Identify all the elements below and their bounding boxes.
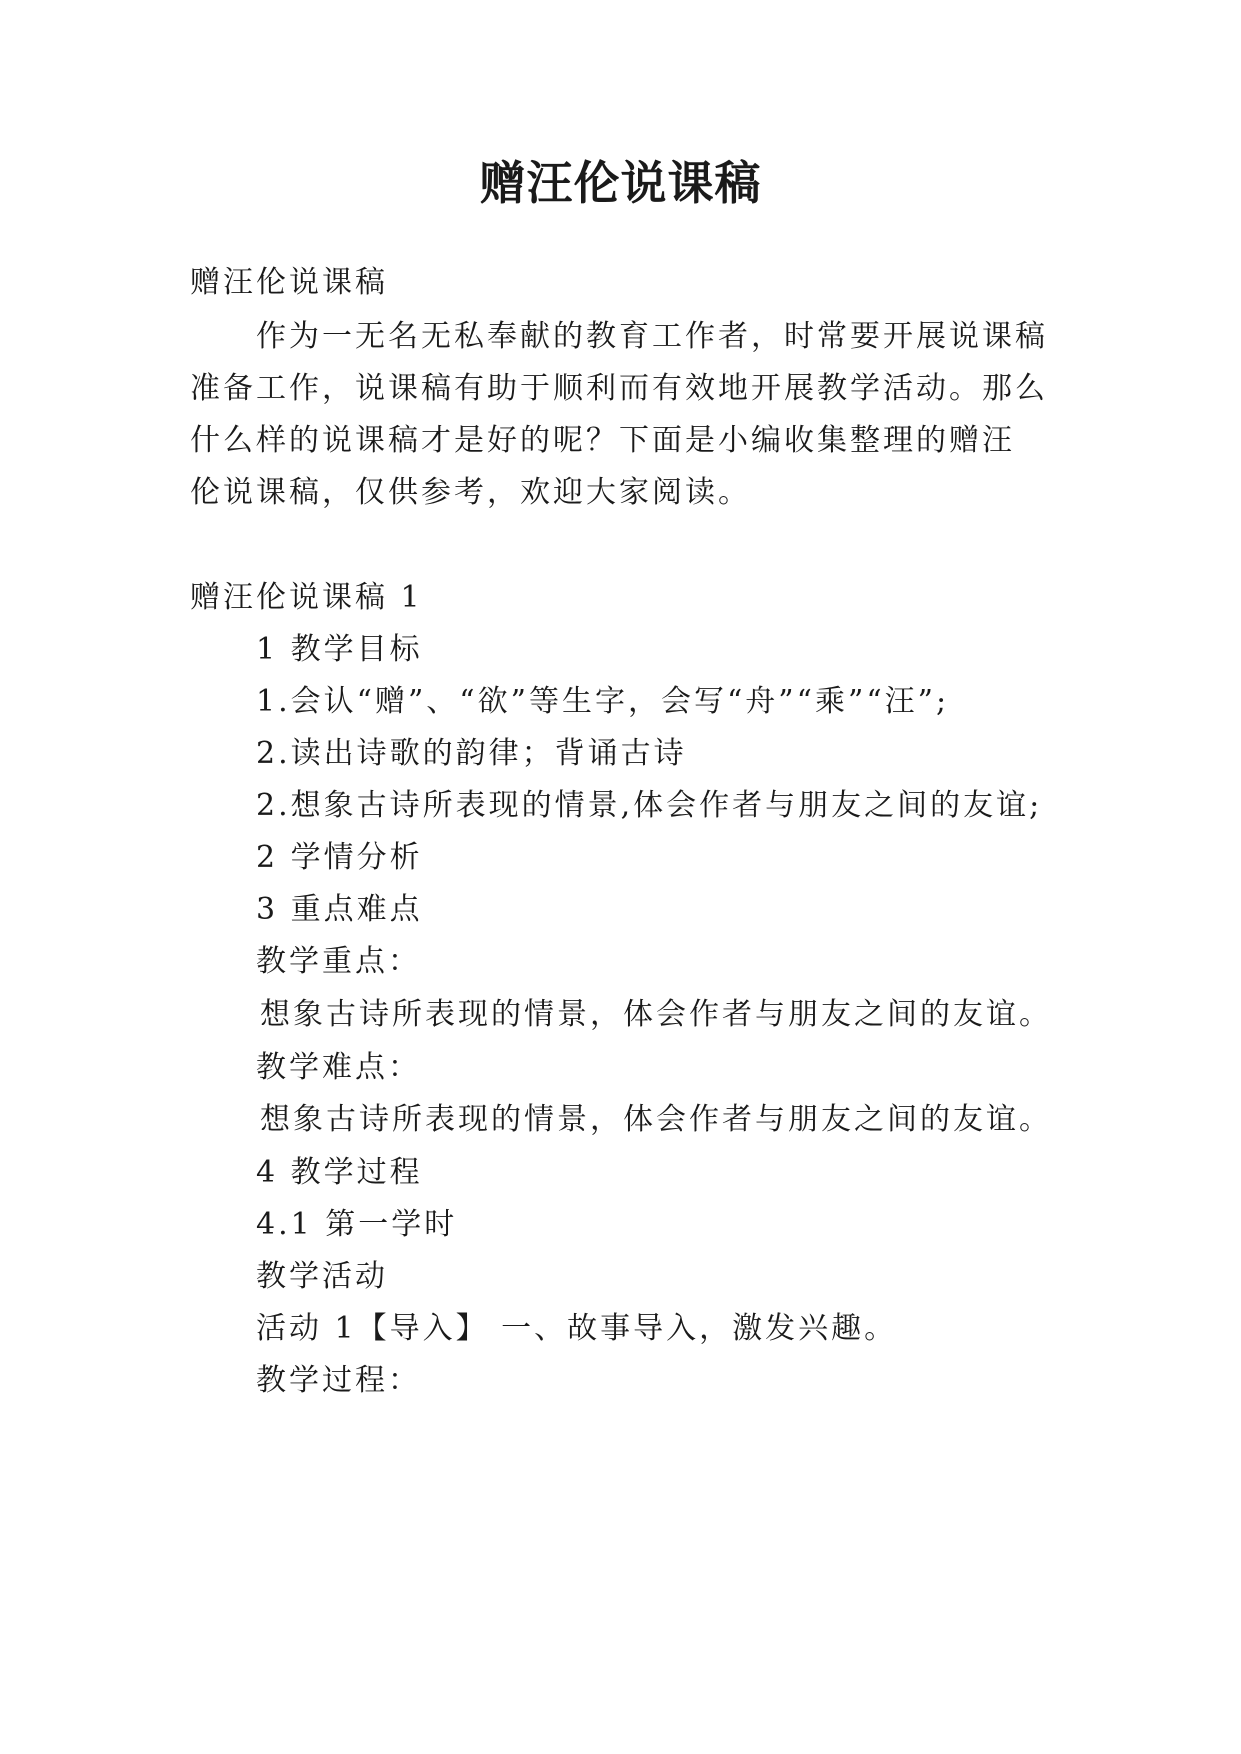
document-title: 赠汪伦说课稿 [479,156,762,210]
section1-heading: 赠汪伦说课稿 1 [190,580,423,615]
body-line: 4 教学过程 [256,1155,423,1190]
body-line: 教学过程： [256,1363,421,1398]
body-line: 教学重点： [256,944,421,979]
section-heading: 赠汪伦说课稿 [190,265,388,300]
body-line: 活动 1【导入】 一、故事导入，激发兴趣。 [256,1311,898,1346]
body-line: 4.1 第一学时 [256,1207,458,1242]
intro-line: 作为一无名无私奉献的教育工作者，时常要开展说课稿 [256,319,1048,354]
body-line: 1 教学目标 [256,632,423,667]
body-line: 想象古诗所表现的情景，体会作者与朋友之间的友谊。 [260,997,1052,1032]
body-line: 2.读出诗歌的韵律；背诵古诗 [256,736,687,771]
body-line: 想象古诗所表现的情景，体会作者与朋友之间的友谊。 [260,1102,1052,1137]
body-line: 2 学情分析 [256,840,423,875]
intro-line: 什么样的说课稿才是好的呢？下面是小编收集整理的赠汪 [190,423,1015,458]
body-line: 1.会认“赠”、“欲”等生字，会写“舟”“乘”“汪”; [256,684,950,719]
body-line: 2.想象古诗所表现的情景,体会作者与朋友之间的友谊; [256,788,1043,823]
body-line: 3 重点难点 [256,892,423,927]
intro-line: 伦说课稿，仅供参考，欢迎大家阅读。 [190,475,751,510]
intro-line: 准备工作，说课稿有助于顺利而有效地开展教学活动。那么 [190,371,1048,406]
body-line: 教学活动 [256,1259,388,1294]
body-line: 教学难点： [256,1050,421,1085]
